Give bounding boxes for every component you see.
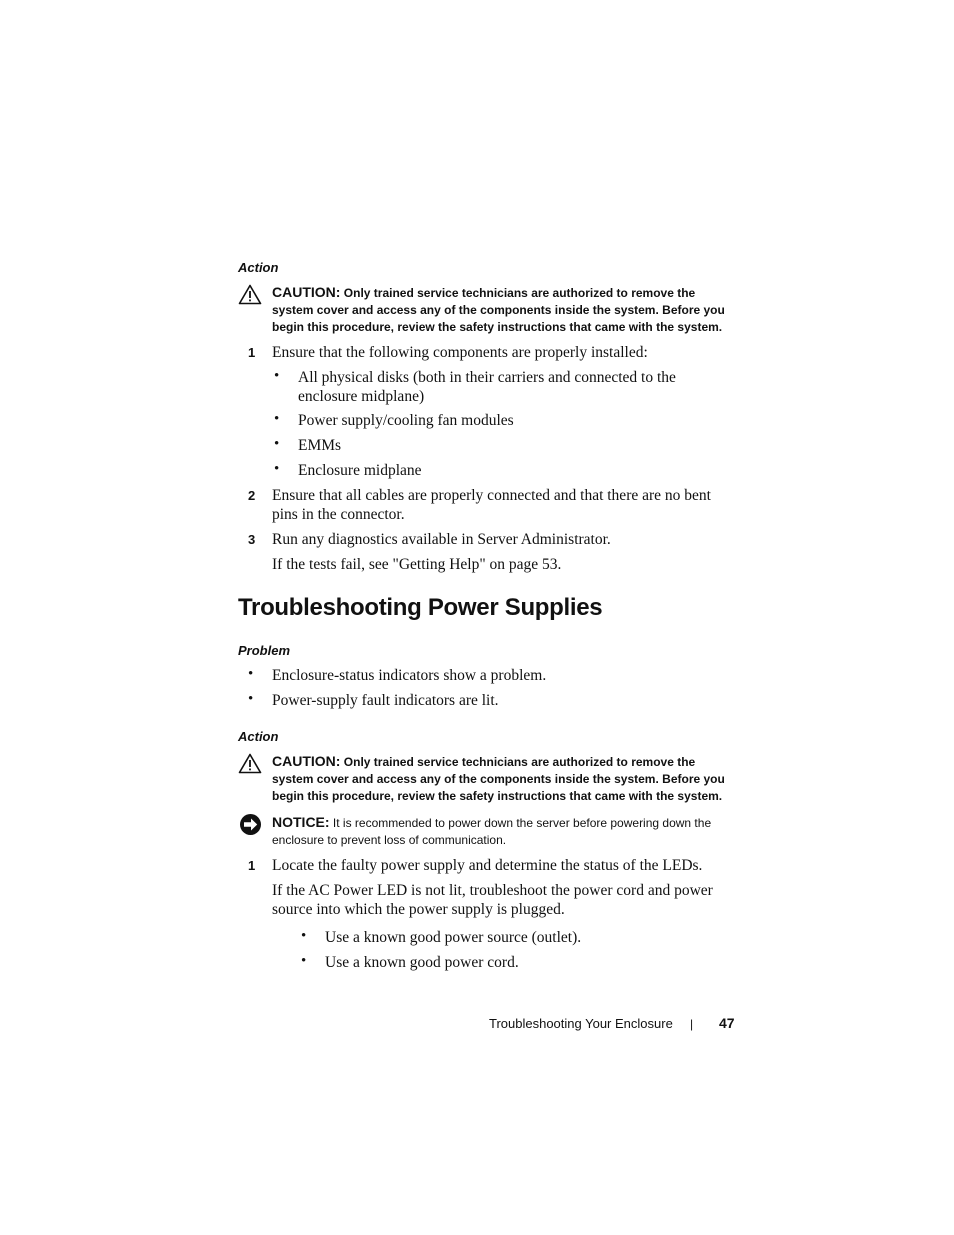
problem-heading: Problem — [238, 643, 291, 658]
step-number: 1 — [248, 858, 256, 873]
bullet-icon: • — [274, 461, 280, 477]
notice-body: It is recommended to power down the server before powering down the enclosure to prevent loss of communication. — [272, 816, 712, 847]
list-item: All physical disks (both in their carriers and connected to the enclosure midplane) — [298, 369, 676, 405]
footer-chapter: Troubleshooting Your Enclosure — [489, 1016, 673, 1031]
problem-item: Power-supply fault indicators are lit. — [272, 692, 499, 709]
caution-body: Only trained service technicians are authorized to remove the system cover and access any of the components inside the system. Before you begin this procedure, review the safety instructions that came with the system. — [272, 755, 725, 803]
step-text: Run any diagnostics available in Server Administrator. — [272, 531, 611, 548]
page-number: 47 — [719, 1015, 735, 1031]
bullet-icon: • — [301, 953, 307, 969]
step-text: Ensure that all cables are properly connected and that there are no bent pins in the connector. — [272, 487, 711, 523]
step-text: Locate the faulty power supply and determine the status of the LEDs. — [272, 857, 703, 874]
notice-label: NOTICE: — [272, 814, 330, 830]
bullet-icon: • — [274, 368, 280, 384]
caution-note — [272, 753, 734, 805]
step-text: Ensure that the following components are properly installed: — [272, 344, 648, 361]
section-title: Troubleshooting Power Supplies — [238, 594, 603, 621]
caution-icon — [238, 284, 262, 305]
notice-note — [272, 814, 734, 849]
step-number: 1 — [248, 345, 256, 360]
step-followup: If the tests fail, see "Getting Help" on page 53. — [272, 556, 562, 573]
caution-body: Only trained service technicians are authorized to remove the system cover and access any of the components inside the system. Before you begin this procedure, review the safety instructions that came with the system. — [272, 286, 725, 334]
caution-note — [272, 284, 734, 336]
bullet-icon: • — [248, 691, 254, 707]
list-item: Enclosure midplane — [298, 462, 422, 479]
list-item: Use a known good power cord. — [325, 954, 519, 971]
step-followup: If the AC Power LED is not lit, troubleshoot the power cord and power source into which the power supply is plugged. — [272, 882, 713, 918]
caution-label: CAUTION: — [272, 284, 341, 300]
caution-label: CAUTION: — [272, 753, 341, 769]
action-heading: Action — [238, 729, 279, 744]
list-item: Power supply/cooling fan modules — [298, 412, 514, 429]
action-heading: Action — [238, 260, 279, 275]
list-item: Use a known good power source (outlet). — [325, 929, 582, 946]
bullet-icon: • — [248, 666, 254, 682]
notice-icon — [239, 813, 262, 836]
footer-separator: | — [690, 1017, 694, 1031]
problem-item: Enclosure-status indicators show a problem. — [272, 667, 547, 684]
step-number: 2 — [248, 488, 256, 503]
list-item: EMMs — [298, 437, 342, 454]
step-number: 3 — [248, 532, 256, 547]
bullet-icon: • — [301, 928, 307, 944]
bullet-icon: • — [274, 436, 280, 452]
caution-icon — [238, 753, 262, 774]
bullet-icon: • — [274, 411, 280, 427]
